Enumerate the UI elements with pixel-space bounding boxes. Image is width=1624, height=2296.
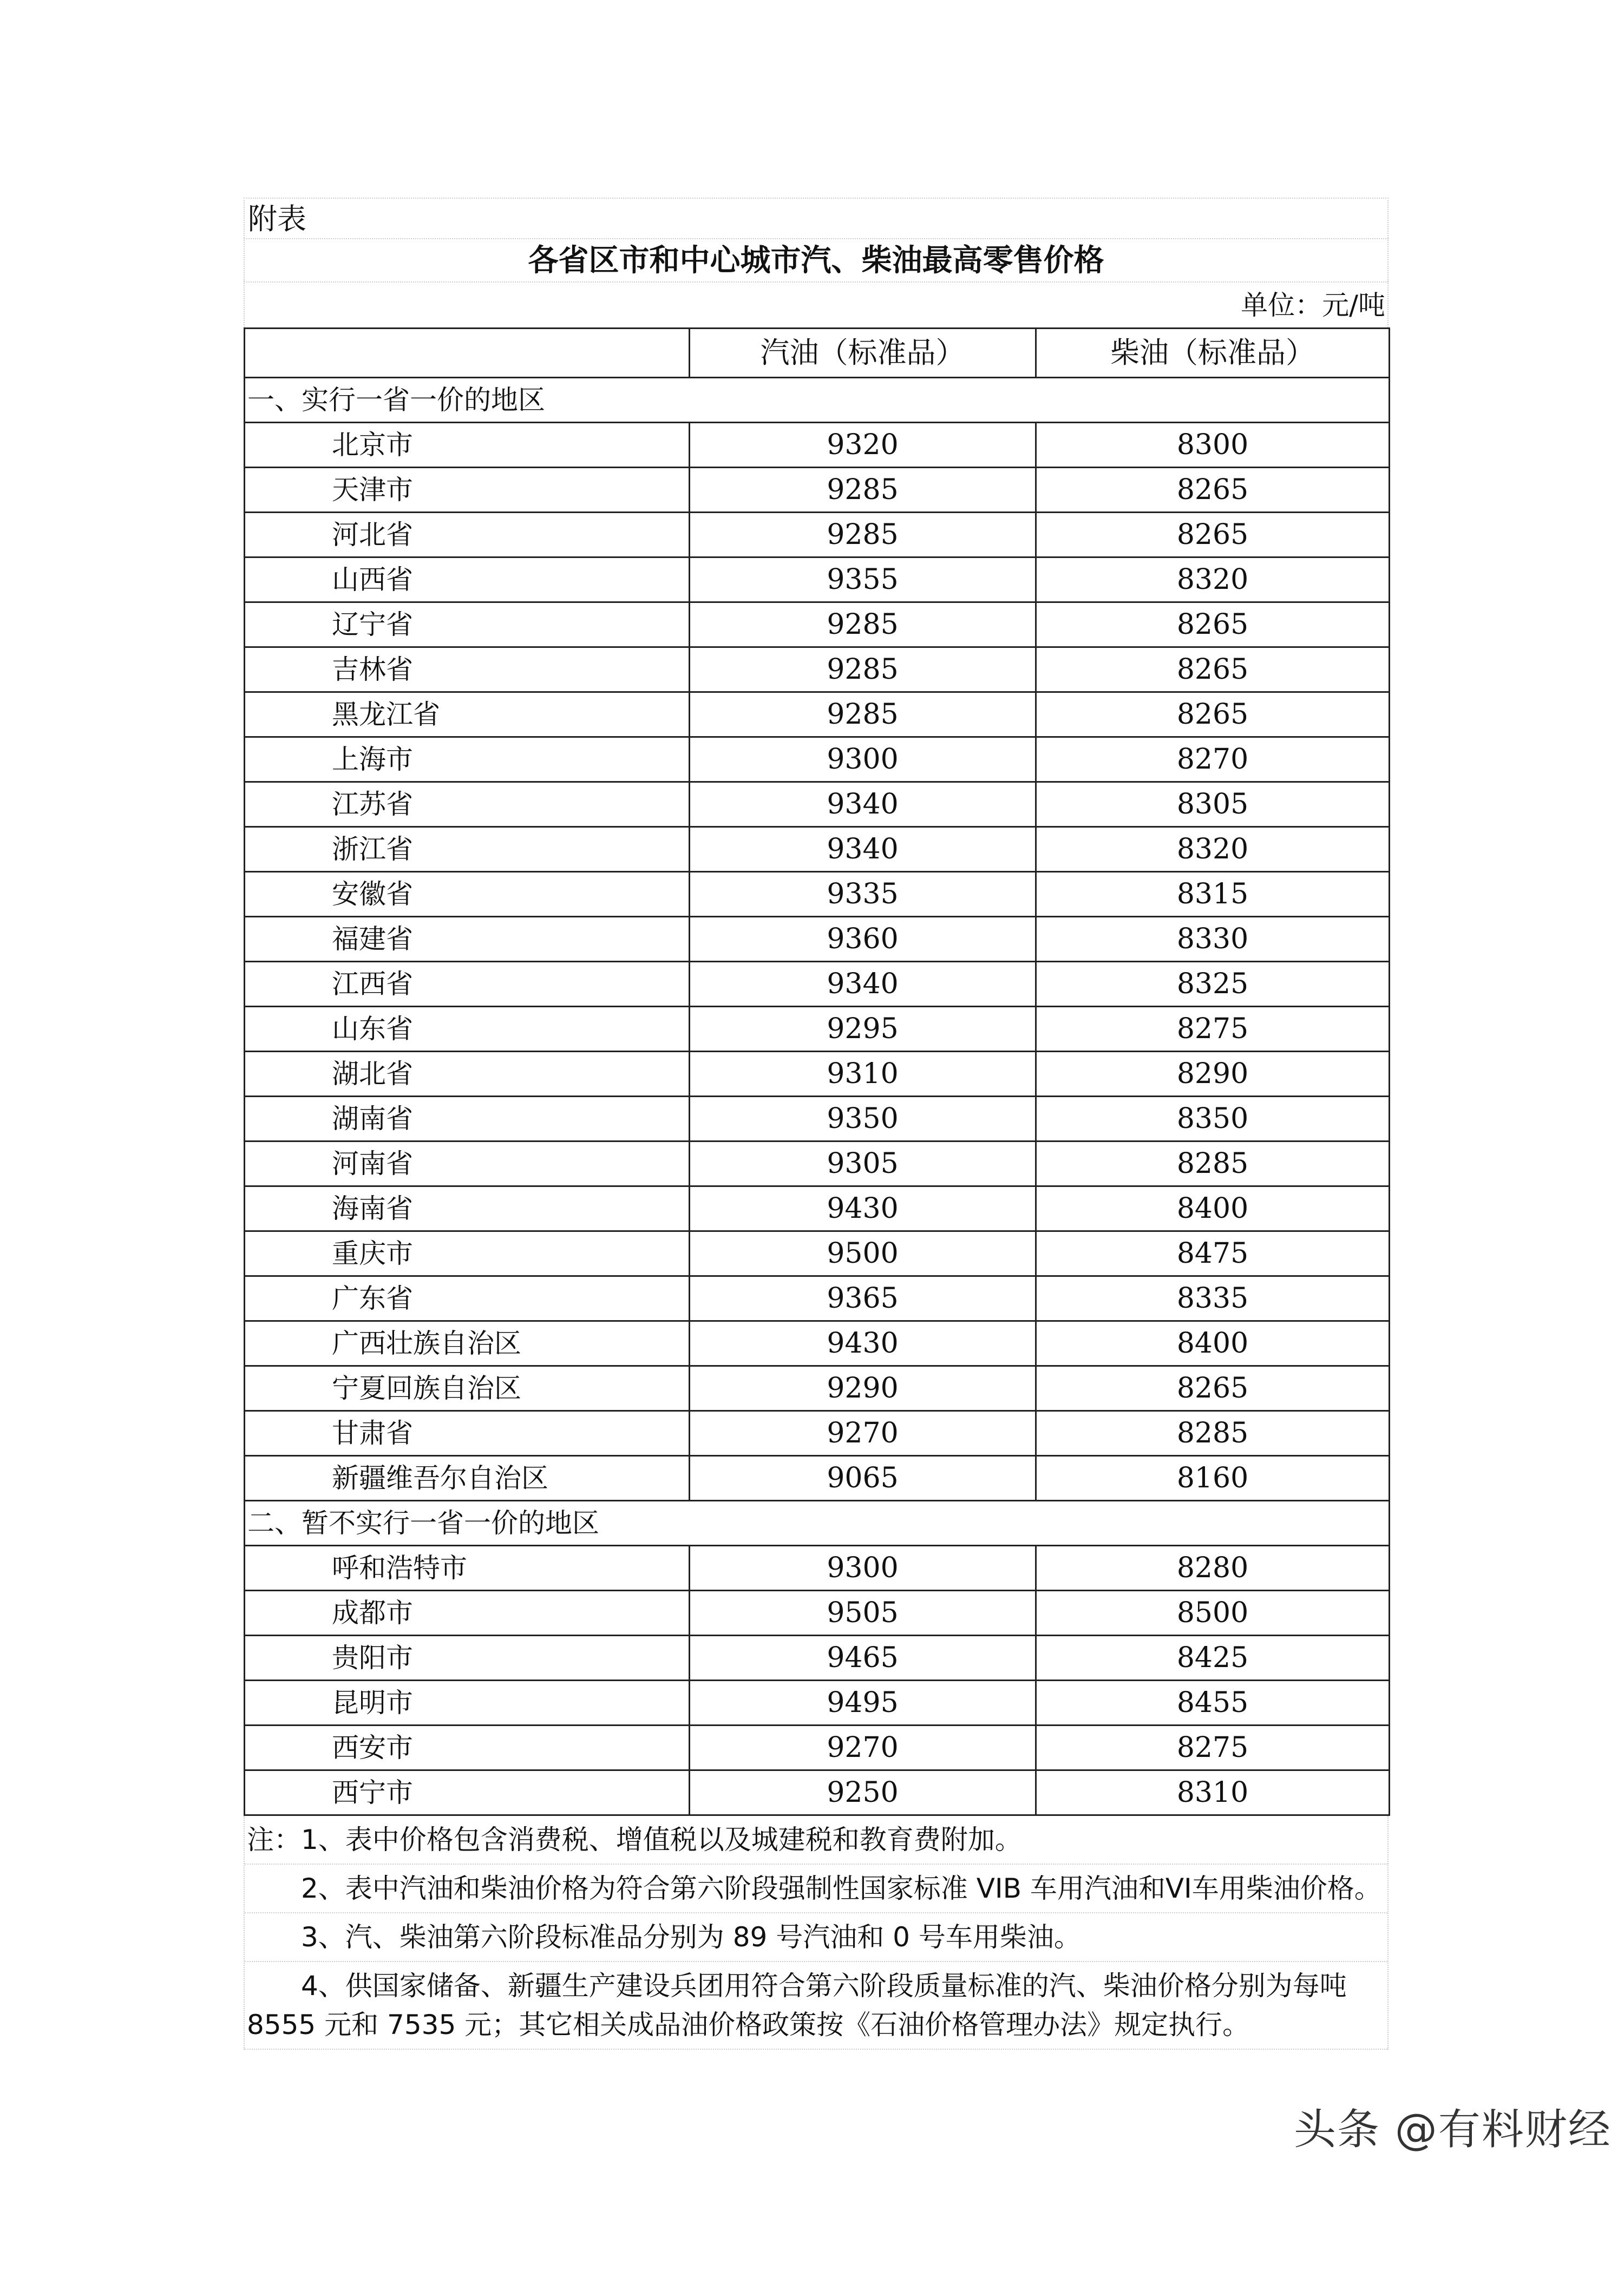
section-row [245, 1501, 1390, 1546]
diesel-price: 8310 [1036, 1770, 1390, 1815]
diesel-price: 8335 [1036, 1276, 1390, 1321]
gasoline-price: 9360 [690, 917, 1036, 962]
gasoline-price: 9300 [690, 737, 1036, 782]
diesel-price: 8265 [1036, 468, 1390, 513]
table-row [245, 962, 1390, 1007]
region-name: 浙江省 [245, 827, 690, 872]
diesel-price: 8270 [1036, 737, 1390, 782]
table-row [245, 692, 1390, 737]
section-label: 二、暂不实行一省一价的地区 [245, 1501, 1390, 1546]
region-name: 甘肃省 [245, 1411, 690, 1456]
diesel-price: 8285 [1036, 1411, 1390, 1456]
region-name: 辽宁省 [245, 602, 690, 647]
region-name: 上海市 [245, 737, 690, 782]
gasoline-price: 9285 [690, 602, 1036, 647]
region-name: 山西省 [245, 557, 690, 602]
diesel-price: 8400 [1036, 1321, 1390, 1366]
diesel-price: 8290 [1036, 1052, 1390, 1097]
table-row [245, 827, 1390, 872]
region-name: 海南省 [245, 1186, 690, 1231]
table-row [245, 1321, 1390, 1366]
diesel-price: 8425 [1036, 1636, 1390, 1681]
region-name: 成都市 [245, 1591, 690, 1636]
table-row [245, 1636, 1390, 1681]
gasoline-price: 9350 [690, 1097, 1036, 1142]
region-name: 天津市 [245, 468, 690, 513]
price-table [244, 327, 1390, 1816]
gasoline-price: 9270 [690, 1411, 1036, 1456]
table-row [245, 1231, 1390, 1276]
gasoline-price: 9285 [690, 513, 1036, 557]
table-row [245, 1546, 1390, 1591]
table-row [245, 737, 1390, 782]
gasoline-price: 9320 [690, 423, 1036, 468]
diesel-price: 8315 [1036, 872, 1390, 917]
table-row [245, 1411, 1390, 1456]
table-row [245, 782, 1390, 827]
region-name: 河南省 [245, 1142, 690, 1186]
region-name: 贵阳市 [245, 1636, 690, 1681]
diesel-price: 8350 [1036, 1097, 1390, 1142]
diesel-price: 8160 [1036, 1456, 1390, 1501]
gasoline-price: 9340 [690, 962, 1036, 1007]
region-name: 呼和浩特市 [245, 1546, 690, 1591]
region-name: 江苏省 [245, 782, 690, 827]
table-row [245, 1186, 1390, 1231]
diesel-price: 8300 [1036, 423, 1390, 468]
region-name: 昆明市 [245, 1681, 690, 1726]
gasoline-price: 9465 [690, 1636, 1036, 1681]
region-name: 西宁市 [245, 1770, 690, 1815]
price-sheet [244, 198, 1389, 2050]
region-name: 重庆市 [245, 1231, 690, 1276]
gasoline-price: 9310 [690, 1052, 1036, 1097]
table-row [245, 423, 1390, 468]
watermark: 头条 @有料财经 [1294, 2105, 1612, 2154]
region-name: 河北省 [245, 513, 690, 557]
gasoline-price: 9340 [690, 827, 1036, 872]
table-header-row [245, 329, 1390, 378]
table-row [245, 1276, 1390, 1321]
gasoline-price: 9365 [690, 1276, 1036, 1321]
table-row [245, 1726, 1390, 1770]
section-row [245, 378, 1390, 423]
diesel-price: 8475 [1036, 1231, 1390, 1276]
note-4: 4、供国家储备、新疆生产建设兵团用符合第六阶段质量标准的汽、柴油价格分别为每吨 8555 元和 7535 元；其它相关成品油价格政策按《石油价格管理办法》规定执行。 [245, 1962, 1387, 2050]
table-row [245, 602, 1390, 647]
diesel-price: 8320 [1036, 827, 1390, 872]
diesel-price: 8280 [1036, 1546, 1390, 1591]
header-gasoline: 汽油（标准品） [690, 329, 1036, 378]
gasoline-price: 9250 [690, 1770, 1036, 1815]
table-row [245, 1770, 1390, 1815]
table-row [245, 557, 1390, 602]
diesel-price: 8400 [1036, 1186, 1390, 1231]
diesel-price: 8265 [1036, 602, 1390, 647]
region-name: 宁夏回族自治区 [245, 1366, 690, 1411]
header-region [245, 329, 690, 378]
table-row [245, 647, 1390, 692]
diesel-price: 8265 [1036, 647, 1390, 692]
header-diesel: 柴油（标准品） [1036, 329, 1390, 378]
region-name: 安徽省 [245, 872, 690, 917]
diesel-price: 8275 [1036, 1007, 1390, 1052]
gasoline-price: 9065 [690, 1456, 1036, 1501]
gasoline-price: 9335 [690, 872, 1036, 917]
gasoline-price: 9295 [690, 1007, 1036, 1052]
region-name: 广东省 [245, 1276, 690, 1321]
region-name: 福建省 [245, 917, 690, 962]
region-name: 黑龙江省 [245, 692, 690, 737]
diesel-price: 8325 [1036, 962, 1390, 1007]
table-row [245, 1456, 1390, 1501]
table-row [245, 872, 1390, 917]
region-name: 广西壮族自治区 [245, 1321, 690, 1366]
diesel-price: 8275 [1036, 1726, 1390, 1770]
section-label: 一、实行一省一价的地区 [245, 378, 1390, 423]
region-name: 西安市 [245, 1726, 690, 1770]
diesel-price: 8285 [1036, 1142, 1390, 1186]
region-name: 新疆维吾尔自治区 [245, 1456, 690, 1501]
table-row [245, 1681, 1390, 1726]
gasoline-price: 9340 [690, 782, 1036, 827]
gasoline-price: 9355 [690, 557, 1036, 602]
note-3: 3、汽、柴油第六阶段标准品分别为 89 号汽油和 0 号车用柴油。 [245, 1913, 1387, 1962]
diesel-price: 8265 [1036, 513, 1390, 557]
table-row [245, 1007, 1390, 1052]
appendix-label: 附表 [244, 198, 1389, 238]
gasoline-price: 9270 [690, 1726, 1036, 1770]
page-title: 各省区市和中心城市汽、柴油最高零售价格 [244, 238, 1389, 281]
note-2: 2、表中汽油和柴油价格为符合第六阶段强制性国家标准 VIB 车用汽油和VI车用柴油价格。 [245, 1865, 1387, 1913]
gasoline-price: 9430 [690, 1186, 1036, 1231]
table-row [245, 1052, 1390, 1097]
gasoline-price: 9285 [690, 468, 1036, 513]
gasoline-price: 9290 [690, 1366, 1036, 1411]
table-row [245, 468, 1390, 513]
diesel-price: 8500 [1036, 1591, 1390, 1636]
table-row [245, 513, 1390, 557]
table-row [245, 1366, 1390, 1411]
region-name: 湖北省 [245, 1052, 690, 1097]
gasoline-price: 9285 [690, 647, 1036, 692]
notes [244, 1816, 1389, 2050]
table-row [245, 1142, 1390, 1186]
diesel-price: 8265 [1036, 692, 1390, 737]
gasoline-price: 9300 [690, 1546, 1036, 1591]
diesel-price: 8455 [1036, 1681, 1390, 1726]
note-1: 注：1、表中价格包含消费税、增值税以及城建税和教育费附加。 [245, 1816, 1387, 1865]
diesel-price: 8265 [1036, 1366, 1390, 1411]
diesel-price: 8305 [1036, 782, 1390, 827]
table-row [245, 917, 1390, 962]
region-name: 湖南省 [245, 1097, 690, 1142]
gasoline-price: 9305 [690, 1142, 1036, 1186]
unit-label: 单位：元/吨 [244, 281, 1389, 327]
table-row [245, 1097, 1390, 1142]
gasoline-price: 9495 [690, 1681, 1036, 1726]
gasoline-price: 9505 [690, 1591, 1036, 1636]
region-name: 北京市 [245, 423, 690, 468]
diesel-price: 8330 [1036, 917, 1390, 962]
gasoline-price: 9500 [690, 1231, 1036, 1276]
region-name: 吉林省 [245, 647, 690, 692]
table-row [245, 1591, 1390, 1636]
gasoline-price: 9285 [690, 692, 1036, 737]
gasoline-price: 9430 [690, 1321, 1036, 1366]
region-name: 山东省 [245, 1007, 690, 1052]
price-table-body [245, 329, 1390, 1815]
diesel-price: 8320 [1036, 557, 1390, 602]
region-name: 江西省 [245, 962, 690, 1007]
